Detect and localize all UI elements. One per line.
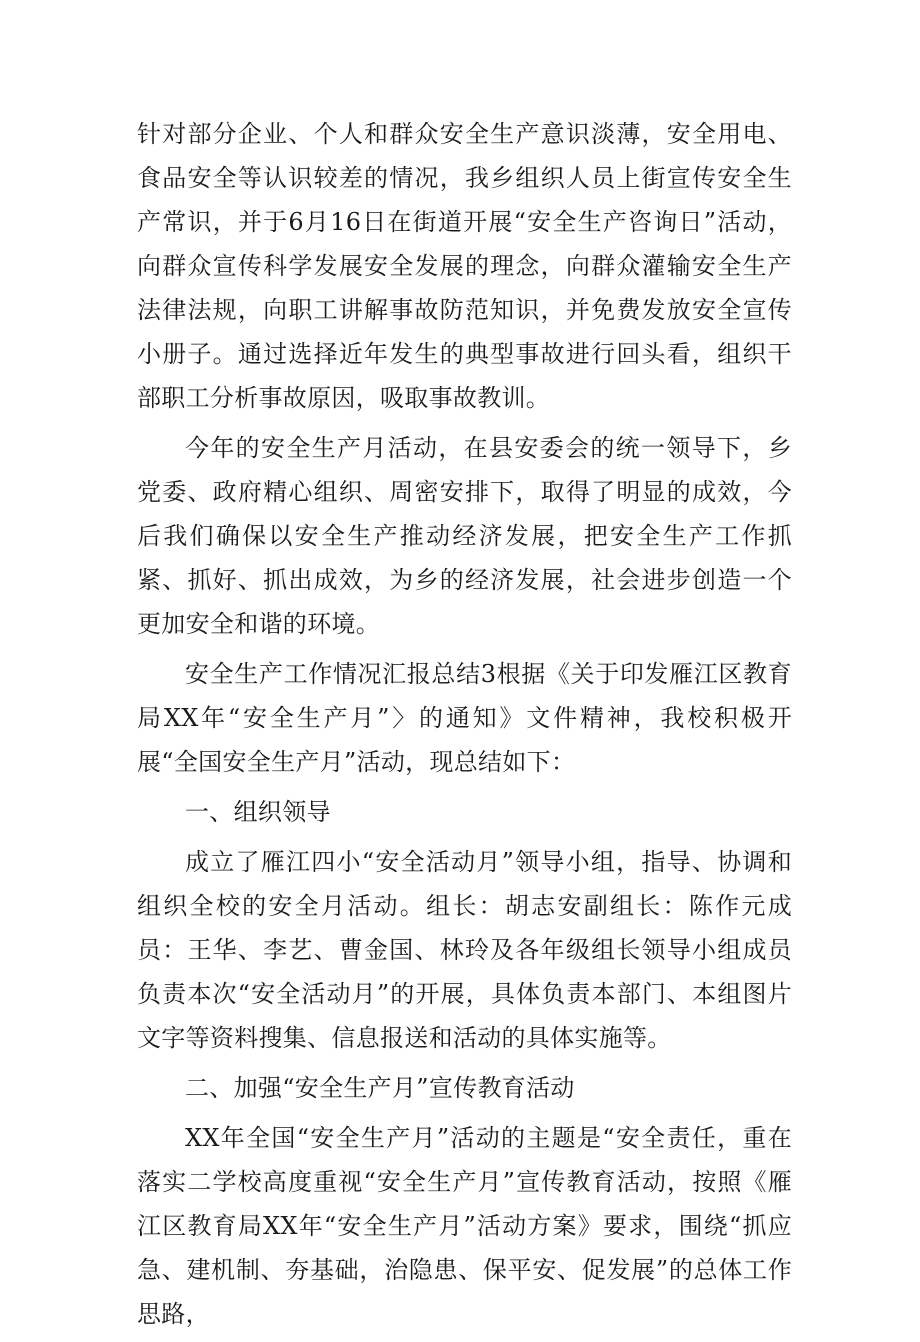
paragraph-5: 成立了雁江四小“安全活动月”领导小组，指导、协调和组织全校的安全月活动。组长：胡志安副组长：陈作元成员：王华、李艺、曹金国、林玲及各年级组长领导小组成员负责本次“安全活动月”的开展，具体负责本部门、本组图片文字等资料搜集、信息报送和活动的具体实施等。 (137, 848, 792, 1052)
paragraph-7: XX年全国“安全生产月”活动的主题是“安全责任，重在落实二学校高度重视“安全生产月”宣传教育活动，按照《雁江区教育局XX年“安全生产月”活动方案》要求，围绕“抓应急、建机制、夯基础，治隐患、保平安、促发展”的总体工作思路， (137, 1124, 792, 1328)
paragraph-2: 今年的安全生产月活动，在县安委会的统一领导下，乡党委、政府精心组织、周密安排下，取得了明显的成效，今后我们确保以安全生产推动经济发展，把安全生产工作抓紧、抓好、抓出成效，为乡的经济发展，社会进步创造一个更加安全和谐的环境。 (137, 434, 792, 638)
section-heading-publicity: 二、加强“安全生产月”宣传教育活动 (185, 1074, 575, 1102)
section-heading-organization: 一、组织领导 (185, 798, 331, 826)
paragraph-1: 针对部分企业、个人和群众安全生产意识淡薄，安全用电、食品安全等认识较差的情况，我乡组织人员上街宣传安全生产常识，并于6月16日在街道开展“安全生产咨询日”活动，向群众宣传科学发展安全发展的理念，向群众灌输安全生产法律法规，向职工讲解事故防范知识，并免费发放安全宣传小册子。通过选择近年发生的典型事故进行回头看，组织干部职工分析事故原因，吸取事故教训。 (137, 120, 792, 412)
document-body (137, 112, 792, 1342)
paragraph-3: 安全生产工作情况汇报总结3根据《关于印发雁江区教育局XX年“安全生产月”〉的通知》文件精神，我校积极开展“全国安全生产月”活动，现总结如下： (137, 660, 792, 776)
